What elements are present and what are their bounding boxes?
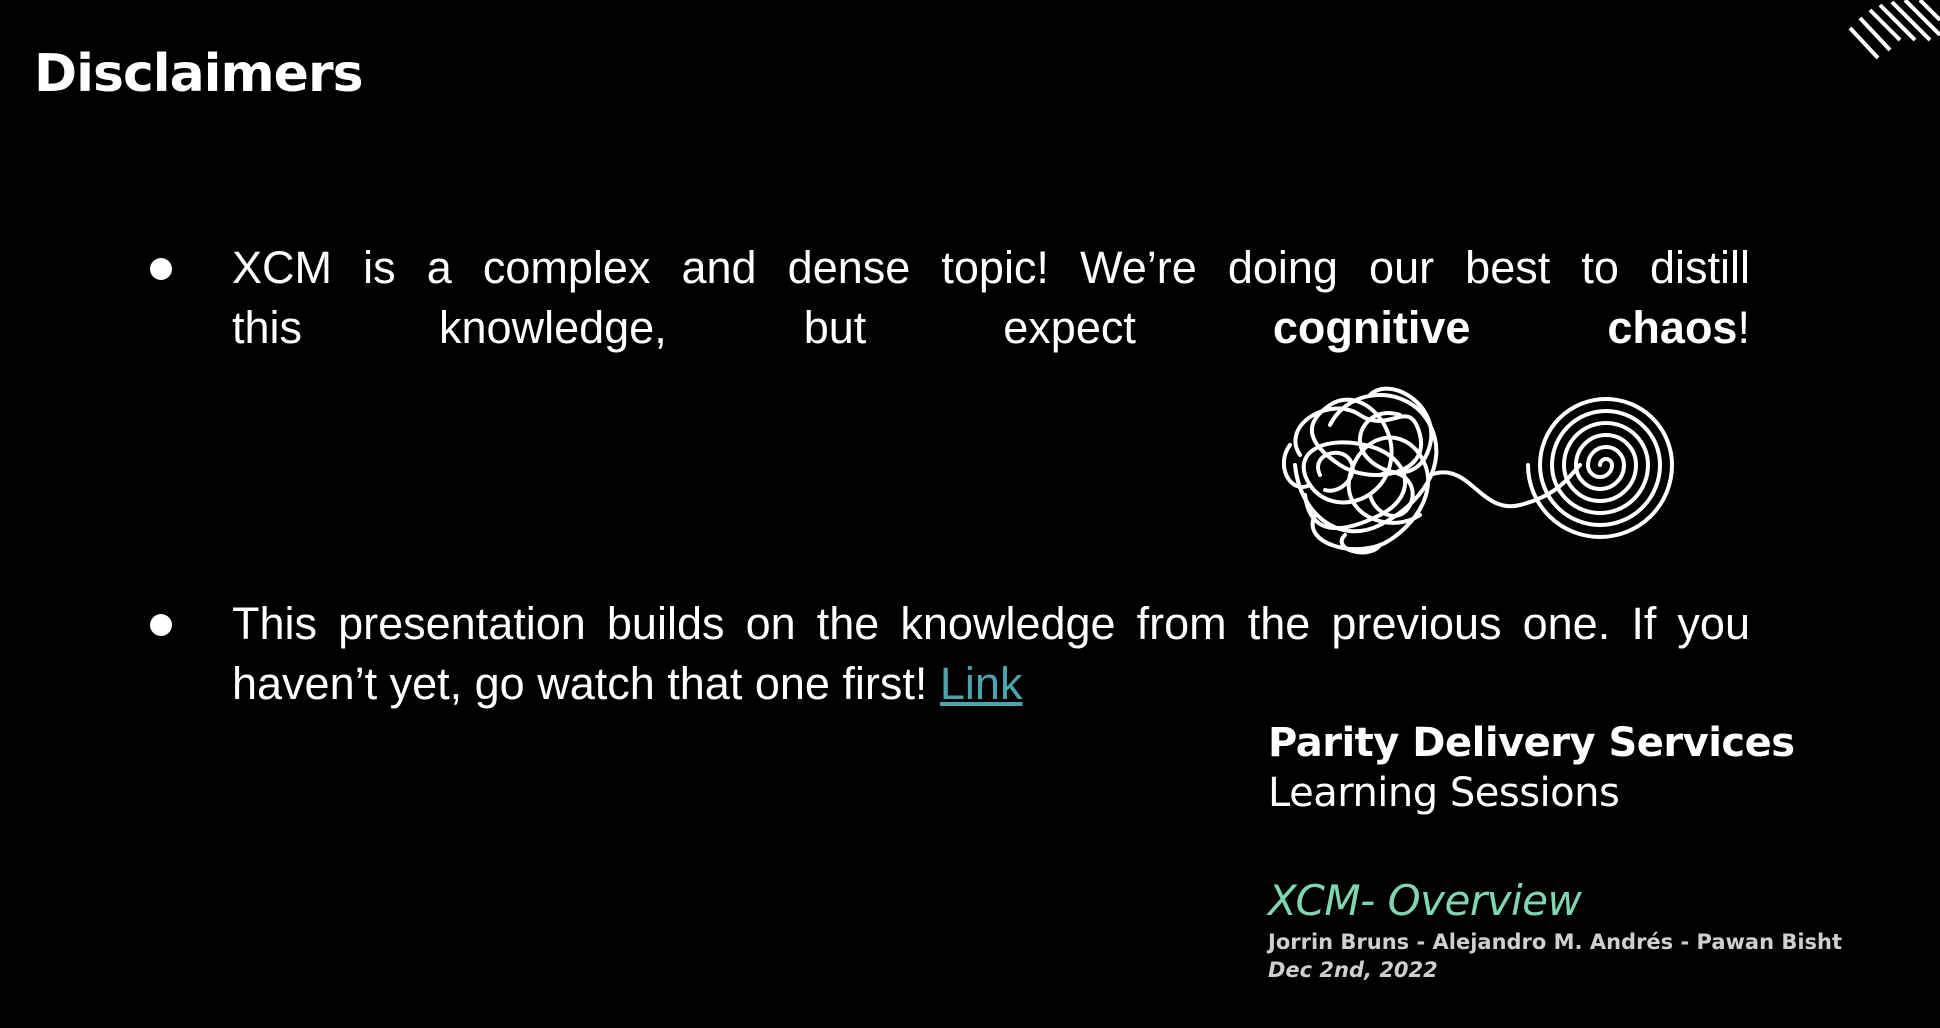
bullet-dot: [150, 614, 172, 636]
bullet-text-1: [232, 238, 1750, 358]
bullet-dot: [150, 258, 172, 280]
exclamation: !: [1737, 302, 1750, 353]
emphasis-cognitive: cognitive: [1272, 302, 1471, 353]
bullet-text-2: [232, 594, 1750, 714]
emphasis-chaos: chaos: [1607, 302, 1738, 353]
word: this: [232, 302, 303, 353]
bullet-1-line-1: XCM is a complex and dense topic! We’re doing our best to distill: [232, 242, 1750, 293]
hatched-logo-icon: [1830, 0, 1940, 80]
tangle-to-spiral-icon: [1270, 365, 1700, 565]
branding-block: [1268, 718, 1795, 818]
org-subtitle: Learning Sessions: [1268, 770, 1620, 816]
previous-presentation-link[interactable]: Link: [939, 658, 1023, 709]
slide-title: Disclaimers: [34, 44, 363, 104]
word: expect: [1003, 302, 1136, 353]
date: Dec 2nd, 2022: [1268, 958, 1438, 982]
word: knowledge,: [439, 302, 667, 353]
bullet-1-line-2: [232, 298, 1750, 358]
bullet-2-text: This presentation builds on the knowledge from the previous one. If you haven’t yet, go watch that one first!: [232, 598, 1750, 709]
word: but: [803, 302, 867, 353]
tangle-scribble: [1284, 389, 1436, 553]
authors: Jorrin Bruns - Alejandro M. Andrés - Pawan Bisht: [1268, 930, 1843, 954]
org-title: Parity Delivery Services: [1268, 720, 1795, 766]
session-title: XCM- Overview: [1268, 876, 1582, 925]
spiral: [1528, 399, 1672, 537]
emphasis-chaos-wrapper: [1607, 298, 1750, 358]
